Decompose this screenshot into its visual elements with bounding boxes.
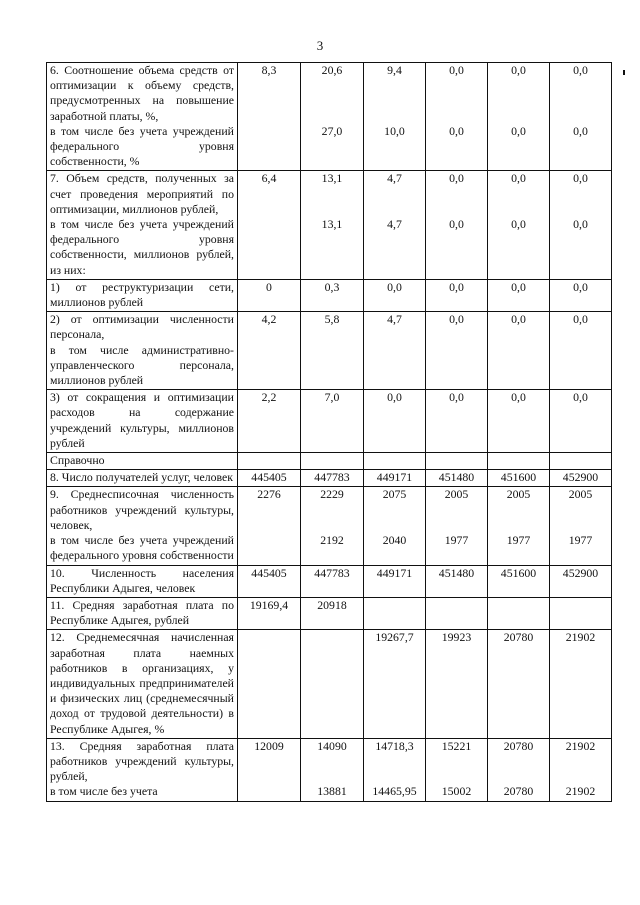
- table-row: [47, 453, 612, 470]
- row-value: 452900: [550, 565, 612, 597]
- row-value: 0,0 0,0: [426, 171, 488, 279]
- row-label: Справочно: [47, 453, 238, 470]
- row-value: 14718,3 14465,95: [364, 738, 426, 801]
- row-label: 10. Численность населения Республики Адыгея, человек: [47, 565, 238, 597]
- row-label: 3) от сокращения и оптимизации расходов на содержание учреждений культуры, миллионов рублей: [47, 390, 238, 453]
- row-label: 12. Среднемесячная начисленная заработная плата наемных работников в организациях, у индивидуальных предпринимателей и физических лиц (среднемесячный доход от трудовой деятельности) в Республике Адыгея, %: [47, 630, 238, 738]
- row-value: 0,3: [301, 279, 364, 311]
- row-value: 0,0: [488, 390, 550, 453]
- row-value: 14090 13881: [301, 738, 364, 801]
- page-number: 3: [316, 38, 324, 53]
- row-value: 19923: [426, 630, 488, 738]
- margin-mark: [623, 70, 625, 75]
- table-row: [47, 597, 612, 629]
- row-label: 7. Объем средств, полученных за счет проведения мероприятий по оптимизации, миллионов рублей, в том числе без учета учреждений федерального уровня собственности, миллионов рублей, из них:: [47, 171, 238, 279]
- row-value: 451600: [488, 470, 550, 487]
- row-value: 2075 2040: [364, 487, 426, 565]
- row-value: 0,0: [550, 312, 612, 390]
- row-value: [426, 453, 488, 470]
- row-value: 451480: [426, 565, 488, 597]
- row-value: [238, 453, 301, 470]
- row-value: 6,4: [238, 171, 301, 279]
- row-value: 0,0: [550, 390, 612, 453]
- row-value: 0,0: [364, 390, 426, 453]
- row-label: 6. Соотношение объема средств от оптимизации к объему средств, предусмотренных на повышение заработной платы, %, в том числе без учета учреждений федерального уровня собственности, %: [47, 63, 238, 171]
- row-value: 0,0: [488, 279, 550, 311]
- row-value: 2229 2192: [301, 487, 364, 565]
- table-row: [47, 312, 612, 390]
- row-value: 20780: [488, 630, 550, 738]
- row-value: 13,1 13,1: [301, 171, 364, 279]
- row-value: 12009: [238, 738, 301, 801]
- table-row: [47, 565, 612, 597]
- row-value: 452900: [550, 470, 612, 487]
- row-value: 449171: [364, 565, 426, 597]
- row-value: 5,8: [301, 312, 364, 390]
- row-value: [550, 597, 612, 629]
- row-value: 0,0: [426, 312, 488, 390]
- table-row: [47, 279, 612, 311]
- row-value: 445405: [238, 565, 301, 597]
- row-value: 2,2: [238, 390, 301, 453]
- row-value: 4,7: [364, 312, 426, 390]
- row-label: 13. Средняя заработная плата работников учреждений культуры, рублей, в том числе без учета: [47, 738, 238, 801]
- table-row: [47, 487, 612, 565]
- row-label: 11. Средняя заработная плата по Республике Адыгея, рублей: [47, 597, 238, 629]
- row-value: 0,0 0,0: [426, 63, 488, 171]
- row-value: [488, 453, 550, 470]
- row-label: 1) от реструктуризации сети, миллионов рублей: [47, 279, 238, 311]
- row-value: 0,0: [364, 279, 426, 311]
- row-value: [238, 630, 301, 738]
- row-value: 0,0: [488, 312, 550, 390]
- table-row: [47, 63, 612, 171]
- row-value: [301, 630, 364, 738]
- row-value: 445405: [238, 470, 301, 487]
- row-value: [364, 597, 426, 629]
- row-value: 0,0: [426, 279, 488, 311]
- row-value: 20780 20780: [488, 738, 550, 801]
- row-value: [301, 453, 364, 470]
- table-body: [47, 63, 612, 802]
- row-value: 451480: [426, 470, 488, 487]
- row-value: 4,7 4,7: [364, 171, 426, 279]
- row-value: 0,0: [426, 390, 488, 453]
- table-row: [47, 738, 612, 801]
- row-value: [550, 453, 612, 470]
- table-row: [47, 630, 612, 738]
- row-value: [364, 453, 426, 470]
- row-value: [488, 597, 550, 629]
- row-value: 2005 1977: [426, 487, 488, 565]
- row-value: 20,6 27,0: [301, 63, 364, 171]
- row-value: 9,4 10,0: [364, 63, 426, 171]
- row-value: 447783: [301, 470, 364, 487]
- row-value: 20918: [301, 597, 364, 629]
- row-value: 0,0 0,0: [488, 171, 550, 279]
- row-value: 21902 21902: [550, 738, 612, 801]
- indicator-table: [46, 62, 612, 802]
- row-value: 0: [238, 279, 301, 311]
- row-value: 0,0: [550, 279, 612, 311]
- row-value: 451600: [488, 565, 550, 597]
- row-value: 2005 1977: [550, 487, 612, 565]
- row-value: 2005 1977: [488, 487, 550, 565]
- row-value: 447783: [301, 565, 364, 597]
- row-value: 0,0 0,0: [550, 171, 612, 279]
- row-label: 9. Среднесписочная численность работников учреждений культуры, человек, в том числе без учета учреждений федерального уровня собственности: [47, 487, 238, 565]
- row-value: 0,0 0,0: [488, 63, 550, 171]
- row-value: 21902: [550, 630, 612, 738]
- row-label: 2) от оптимизации численности персонала, в том числе административно-управленческого персонала, миллионов рублей: [47, 312, 238, 390]
- row-value: 19169,4: [238, 597, 301, 629]
- row-value: 7,0: [301, 390, 364, 453]
- row-value: 449171: [364, 470, 426, 487]
- row-value: 8,3: [238, 63, 301, 171]
- row-label: 8. Число получателей услуг, человек: [47, 470, 238, 487]
- row-value: 0,0 0,0: [550, 63, 612, 171]
- row-value: 4,2: [238, 312, 301, 390]
- table-row: [47, 470, 612, 487]
- row-value: 19267,7: [364, 630, 426, 738]
- row-value: [426, 597, 488, 629]
- table-row: [47, 390, 612, 453]
- row-value: 15221 15002: [426, 738, 488, 801]
- row-value: 2276: [238, 487, 301, 565]
- table-row: [47, 171, 612, 279]
